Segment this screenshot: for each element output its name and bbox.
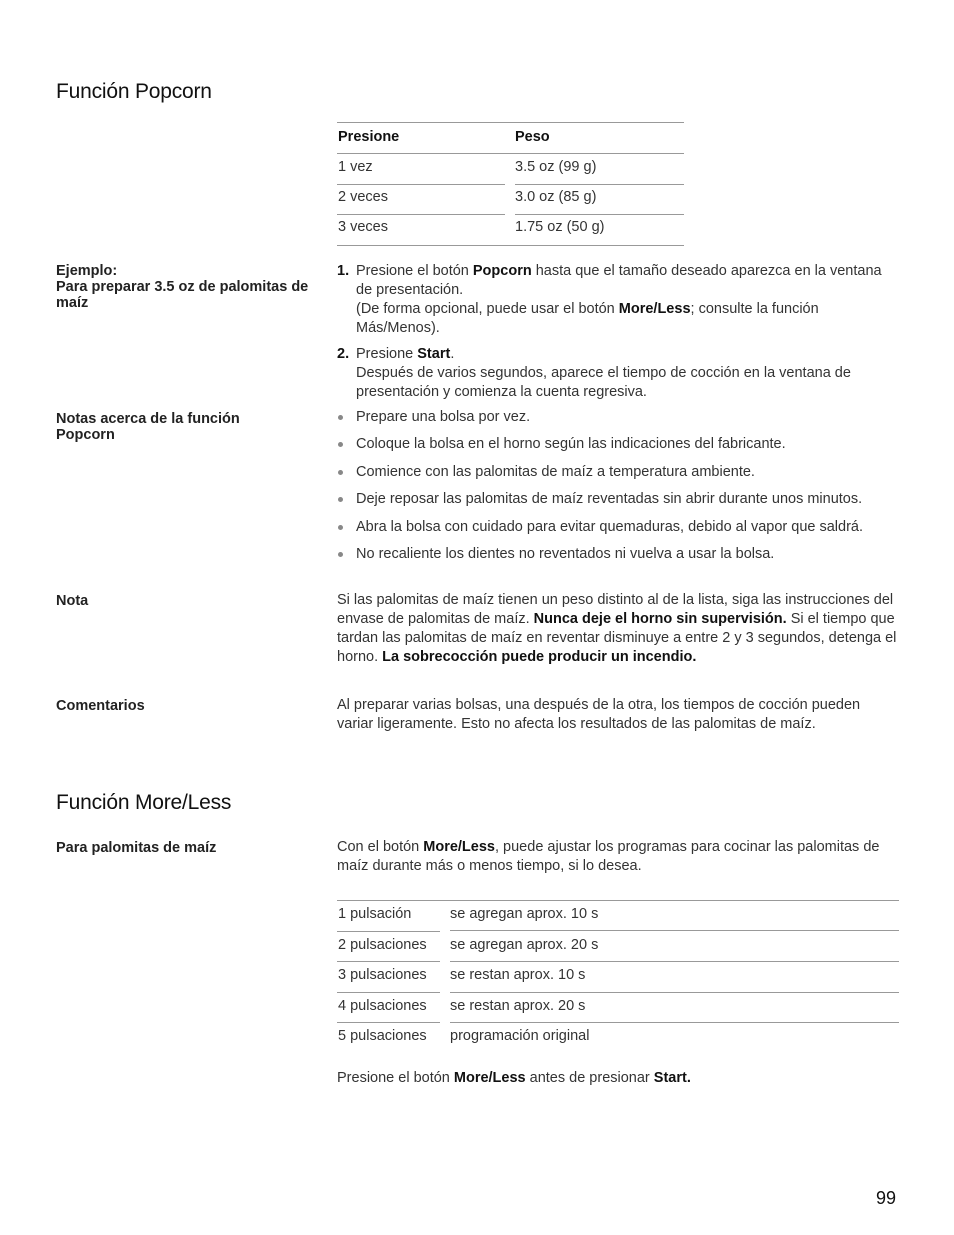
page-number: 99 (875, 1188, 896, 1208)
popcorn-adjust-label: Para palomitas de maíz (56, 840, 217, 856)
bullet-icon (338, 497, 343, 502)
table-cell: se restan aprox. 10 s (450, 967, 586, 984)
list-item-text: Coloque la bolsa en el horno según las indicaciones del fabricante. (356, 436, 786, 453)
nota-label: Nota (56, 593, 89, 609)
table-cell: 2 veces (338, 189, 388, 205)
list-item (337, 490, 897, 509)
bullet-icon (338, 442, 343, 447)
list-item (337, 545, 897, 564)
table-header-row (337, 122, 684, 152)
step-text: Después de varios segundos, aparece el tiempo de cocción en la ventana de presentación y comienza la cuenta regresiva. (356, 365, 851, 400)
list-item (337, 435, 897, 454)
table-row (337, 961, 899, 992)
start-button-ref: Start. (653, 1070, 691, 1086)
table-row (337, 992, 899, 1023)
step-text: (De forma opcional, puede usar el botón (356, 301, 619, 317)
popcorn-weight-table (337, 122, 684, 242)
table-cell: 3 pulsaciones (338, 967, 427, 984)
more-less-intro (337, 838, 897, 876)
list-item (337, 463, 897, 482)
more-less-button-ref: More/Less (618, 301, 691, 317)
step-number: 1. (337, 263, 350, 279)
more-less-footer (337, 1069, 897, 1088)
nota-warning: La sobrecocción puede producir un incendio. (382, 649, 697, 665)
nota-text-part: Si las palomitas de maíz tienen un peso distinto al de la lista, siga las instrucciones del envase de palomitas de maíz. (337, 592, 894, 627)
step-text: Presione (356, 346, 418, 362)
table-cell: 3.0 oz (85 g) (515, 189, 597, 205)
notes-list (337, 408, 897, 572)
table-row (337, 212, 684, 242)
footer-text-part: antes de presionar (525, 1070, 654, 1086)
table-row (337, 152, 684, 182)
table-cell: se agregan aprox. 20 s (450, 936, 599, 953)
step-2 (337, 345, 887, 402)
intro-text-part: Con el botón (337, 839, 424, 855)
table-row (337, 182, 684, 212)
comments-label: Comentarios (56, 698, 145, 714)
bullet-icon (338, 415, 343, 420)
table-rule (337, 245, 684, 246)
table-cell: 1 pulsación (338, 906, 412, 922)
nota-warning: Nunca deje el horno sin supervisión. (533, 611, 787, 627)
more-less-button-ref: More/Less (453, 1070, 526, 1086)
list-item-text: Abra la bolsa con cuidado para evitar quemaduras, debido al vapor que saldrá. (356, 518, 864, 535)
step-text: Presione el botón (356, 263, 473, 279)
table-cell: 3.5 oz (99 g) (515, 159, 597, 175)
table-header-press: Presione (338, 129, 400, 145)
notes-label: Notas acerca de la función Popcorn (56, 411, 240, 443)
bullet-icon (338, 552, 343, 557)
step-text: hasta que el tamaño deseado aparezca en la ventana de presentación. (356, 263, 882, 298)
nota-text (337, 591, 897, 667)
bullet-icon (338, 525, 343, 530)
popcorn-button-ref: Popcorn (472, 263, 532, 279)
more-less-button-ref: More/Less (423, 839, 495, 855)
footer-text-part: Presione el botón (337, 1070, 454, 1086)
intro-text-part: , puede ajustar los programas para cocinar las palomitas de maíz durante más o menos tiempo, si lo desea. (337, 839, 880, 874)
list-item-text: No recaliente los dientes no reventados ni vuelva a usar la bolsa. (356, 545, 775, 562)
table-row (337, 931, 899, 962)
table-row (337, 900, 899, 931)
table-header-weight: Peso (515, 129, 550, 145)
nota-text-part: Si el tiempo que tardan las palomitas de maíz en reventar disminuye a entre 2 y 3 segundos, detenga el horno. (337, 611, 897, 665)
step-number: 2. (337, 346, 350, 362)
table-cell: programación original (450, 1028, 590, 1045)
more-less-section-title: Función More/Less (56, 791, 232, 814)
table-cell: 1.75 oz (50 g) (515, 219, 605, 235)
step-text: ; consulte la función Más/Menos). (356, 301, 819, 336)
table-row (337, 1022, 899, 1053)
table-cell: 1 vez (338, 159, 373, 175)
example-label: Ejemplo: Para preparar 3.5 oz de palomitas de maíz (56, 263, 309, 311)
popcorn-section-title: Función Popcorn (56, 80, 212, 103)
table-cell: se agregan aprox. 10 s (450, 906, 599, 922)
table-cell: se restan aprox. 20 s (450, 997, 586, 1014)
table-cell: 3 veces (338, 219, 388, 235)
list-item-text: Deje reposar las palomitas de maíz reventadas sin abrir durante unos minutos. (356, 491, 863, 508)
list-item-text: Comience con las palomitas de maíz a temperatura ambiente. (356, 463, 755, 480)
step-text: . (450, 346, 455, 362)
start-button-ref: Start (417, 346, 451, 362)
step-1 (337, 262, 887, 338)
list-item (337, 408, 897, 427)
table-cell: 4 pulsaciones (338, 997, 427, 1014)
table-cell: 2 pulsaciones (338, 936, 427, 953)
table-cell: 5 pulsaciones (338, 1028, 427, 1045)
list-item (337, 518, 897, 537)
list-item-text: Prepare una bolsa por vez. (356, 409, 531, 425)
more-less-table (337, 900, 899, 1053)
comments-text: Al preparar varias bolsas, una después de la otra, los tiempos de cocción pueden variar ligeramente. Esto no afecta los resultados de las palomitas de maíz. (337, 697, 861, 732)
bullet-icon (338, 470, 343, 475)
